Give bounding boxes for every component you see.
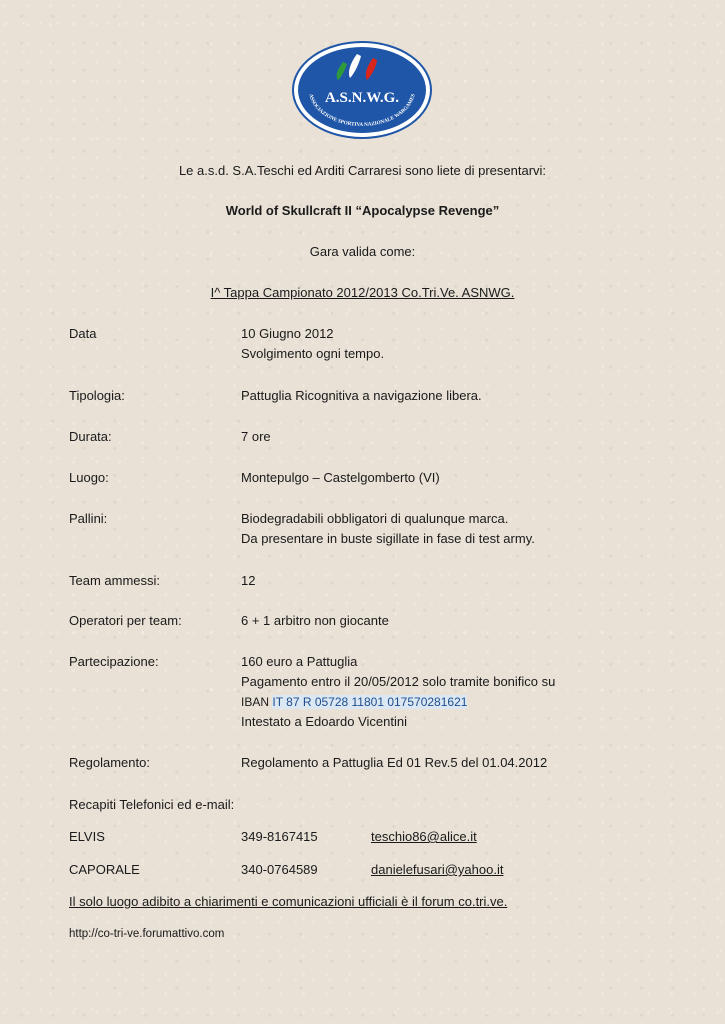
- contact-email-link[interactable]: teschio86@alice.it: [371, 829, 477, 844]
- logo-text: A.S.N.W.G.: [324, 90, 400, 106]
- contacts-title: Recapiti Telefonici ed e-mail:: [69, 797, 235, 812]
- detail-value: [241, 509, 535, 549]
- detail-value: [241, 652, 555, 732]
- detail-label: Pallini:: [69, 511, 108, 526]
- forum-url-link[interactable]: http://co-tri-ve.forumattivo.com: [69, 928, 225, 940]
- iban-prefix: IBAN: [241, 695, 270, 709]
- detail-value: Regolamento a Pattuglia Ed 01 Rev.5 del 01.04.2012: [241, 755, 548, 770]
- detail-value: Pattuglia Ricognitiva a navigazione libera.: [241, 388, 482, 403]
- contact-name: CAPORALE: [69, 862, 140, 877]
- forum-note: Il solo luogo adibito a chiarimenti e comunicazioni ufficiali è il forum co.tri.ve.: [69, 894, 508, 909]
- fee-line: 160 euro a Pattuglia: [241, 654, 358, 669]
- detail-label: Regolamento:: [69, 755, 150, 770]
- payment-line: Pagamento entro il 20/05/2012 solo tramite bonifico su: [241, 674, 556, 689]
- pallini-line: Biodegradabili obbligatori di qualunque marca.: [241, 511, 509, 526]
- date-line: 10 Giugno 2012: [241, 326, 334, 341]
- weather-line: Svolgimento ogni tempo.: [241, 346, 385, 361]
- iban-value: IT 87 R 05728 11801 017570281621: [272, 695, 468, 709]
- detail-label: Luogo:: [69, 470, 109, 485]
- detail-value: [241, 324, 384, 364]
- contact-phone: 340-0764589: [241, 862, 318, 877]
- logo-ring-text: ASSOCIAZIONE SPORTIVA NAZIONALE WARGAMES: [307, 93, 417, 129]
- detail-label: Data: [69, 326, 97, 341]
- contact-name: ELVIS: [69, 829, 105, 844]
- detail-label: Operatori per team:: [69, 613, 182, 628]
- detail-label: Durata:: [69, 429, 112, 444]
- asnwg-logo: [291, 40, 433, 140]
- contact-row: [69, 827, 689, 847]
- iban-line: [241, 692, 555, 712]
- valid-as-text: Gara valida come:: [309, 244, 416, 259]
- contact-row: [69, 860, 689, 880]
- detail-label: Partecipazione:: [69, 654, 159, 669]
- event-title: World of Skullcraft II “Apocalypse Revenge”: [225, 203, 500, 218]
- pallini-line: Da presentare in buste sigillate in fase di test army.: [241, 531, 535, 546]
- detail-value: Montepulgo – Castelgomberto (VI): [241, 470, 440, 485]
- contact-phone: 349-8167415: [241, 829, 318, 844]
- detail-value: 7 ore: [241, 429, 271, 444]
- detail-label: Team ammessi:: [69, 573, 161, 588]
- contact-email-link[interactable]: danielefusari@yahoo.it: [371, 862, 504, 877]
- detail-value: 12: [241, 573, 256, 588]
- detail-label: Tipologia:: [69, 388, 125, 403]
- championship-stage: I^ Tappa Campionato 2012/2013 Co.Tri.Ve. ASNWG.: [210, 285, 515, 300]
- intro-text: Le a.s.d. S.A.Teschi ed Arditi Carraresi sono liete di presentarvi:: [178, 163, 547, 178]
- account-holder-line: Intestato a Edoardo Vicentini: [241, 714, 407, 729]
- detail-value: 6 + 1 arbitro non giocante: [241, 613, 389, 628]
